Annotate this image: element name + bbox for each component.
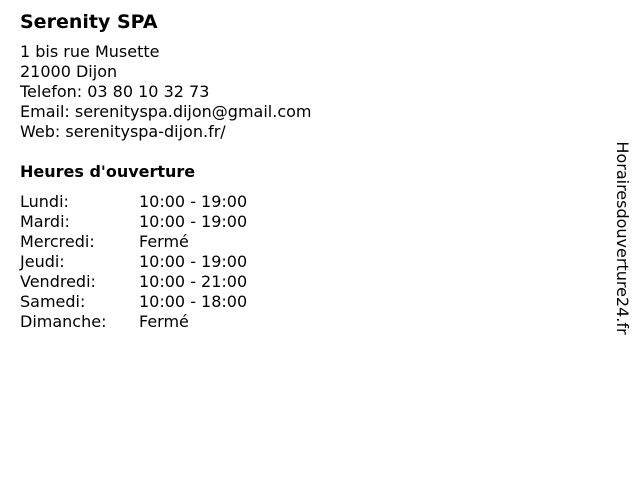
hours-time: 10:00 - 19:00 [139, 252, 248, 271]
hours-time: 10:00 - 18:00 [139, 292, 248, 311]
business-card [20, 8, 580, 332]
hours-row-lundi [20, 192, 580, 212]
hours-day: Mardi: [20, 212, 70, 231]
hours-row-dimanche [20, 312, 580, 332]
hours-day: Samedi: [20, 292, 86, 311]
opening-hours-table [20, 192, 580, 332]
site-watermark: Horairesdouverture24.fr [613, 141, 632, 335]
hours-time: 10:00 - 21:00 [139, 272, 248, 291]
hours-time: 10:00 - 19:00 [139, 192, 248, 211]
opening-hours-title: Heures d'ouverture [20, 162, 196, 181]
hours-row-mercredi [20, 232, 580, 252]
street-line: 1 bis rue Musette [20, 42, 160, 61]
web-line[interactable]: Web: serenityspa-dijon.fr/ [20, 122, 226, 141]
hours-row-vendredi [20, 272, 580, 292]
city-line: 21000 Dijon [20, 62, 118, 81]
hours-row-mardi [20, 212, 580, 232]
hours-day: Jeudi: [20, 252, 65, 271]
hours-time: 10:00 - 19:00 [139, 212, 248, 231]
hours-time: Fermé [139, 312, 189, 331]
phone-line[interactable]: Telefon: 03 80 10 32 73 [20, 82, 210, 101]
hours-day: Mercredi: [20, 232, 95, 251]
address-block [20, 42, 580, 142]
hours-day: Dimanche: [20, 312, 107, 331]
hours-row-samedi [20, 292, 580, 312]
hours-row-jeudi [20, 252, 580, 272]
business-name: Serenity SPA [20, 11, 158, 33]
hours-day: Lundi: [20, 192, 69, 211]
hours-day: Vendredi: [20, 272, 96, 291]
hours-time: Fermé [139, 232, 189, 251]
email-line[interactable]: Email: serenityspa.dijon@gmail.com [20, 102, 312, 121]
